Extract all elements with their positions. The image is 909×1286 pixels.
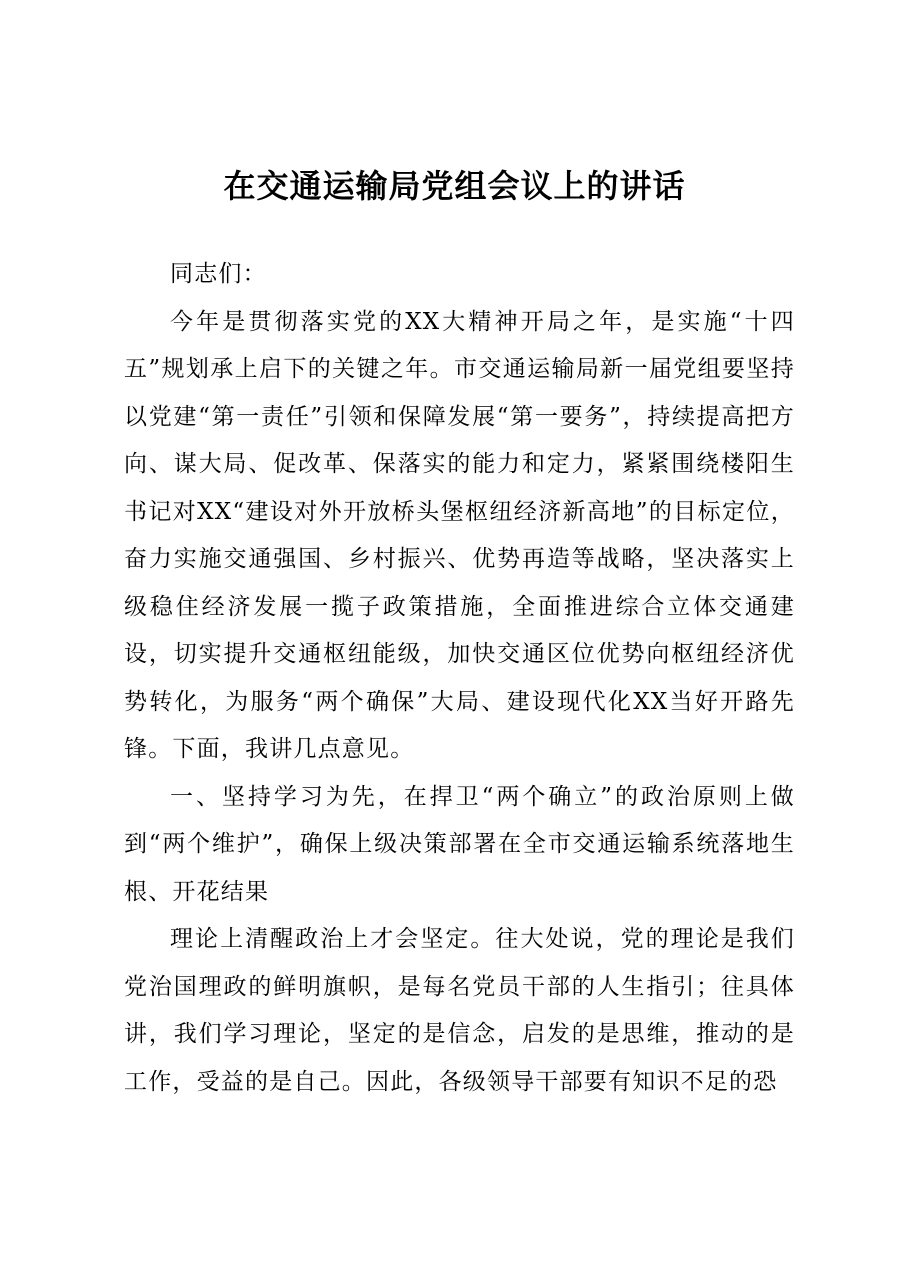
section-heading: 一、坚持学习为先，在捍卫“两个确立”的政治原则上做到“两个维护”，确保上级决策部署在全市交通运输系统落地生根、开花结果 [124,783,795,905]
document-title: 在交通运输局党组会议上的讲话 [223,167,686,205]
body-paragraph: 今年是贯彻落实党的XX大精神开局之年，是实施“十四五”规划承上启下的关键之年。市交通运输局新一届党组要坚持以党建“第一责任”引领和保障发展“第一要务”，持续提高把方向、谋大局、促改革、保落实的能力和定力，紧紧围绕楼阳生书记对XX“建设对外开放桥头堡枢纽经济新高地”的目标定位，奋力实施交通强国、乡村振兴、优势再造等战略，坚决落实上级稳住经济发展一揽子政策措施，全面推进综合立体交通建设，切实提升交通枢纽能级，加快交通区位优势向枢纽经济优势转化，为服务“两个确保”大局、建设现代化XX当好开路先锋。下面，我讲几点意见。 [124,308,795,762]
document-body [124,251,795,1106]
salutation: 同志们： [170,261,267,287]
body-paragraph: 理论上清醒政治上才会坚定。往大处说，党的理论是我们党治国理政的鲜明旗帜，是每名党员干部的人生指引；往具体讲，我们学习理论，坚定的是信念，启发的是思维，推动的是工作，受益的是自己。因此，各级领导干部要有知识不足的恐 [124,926,795,1095]
